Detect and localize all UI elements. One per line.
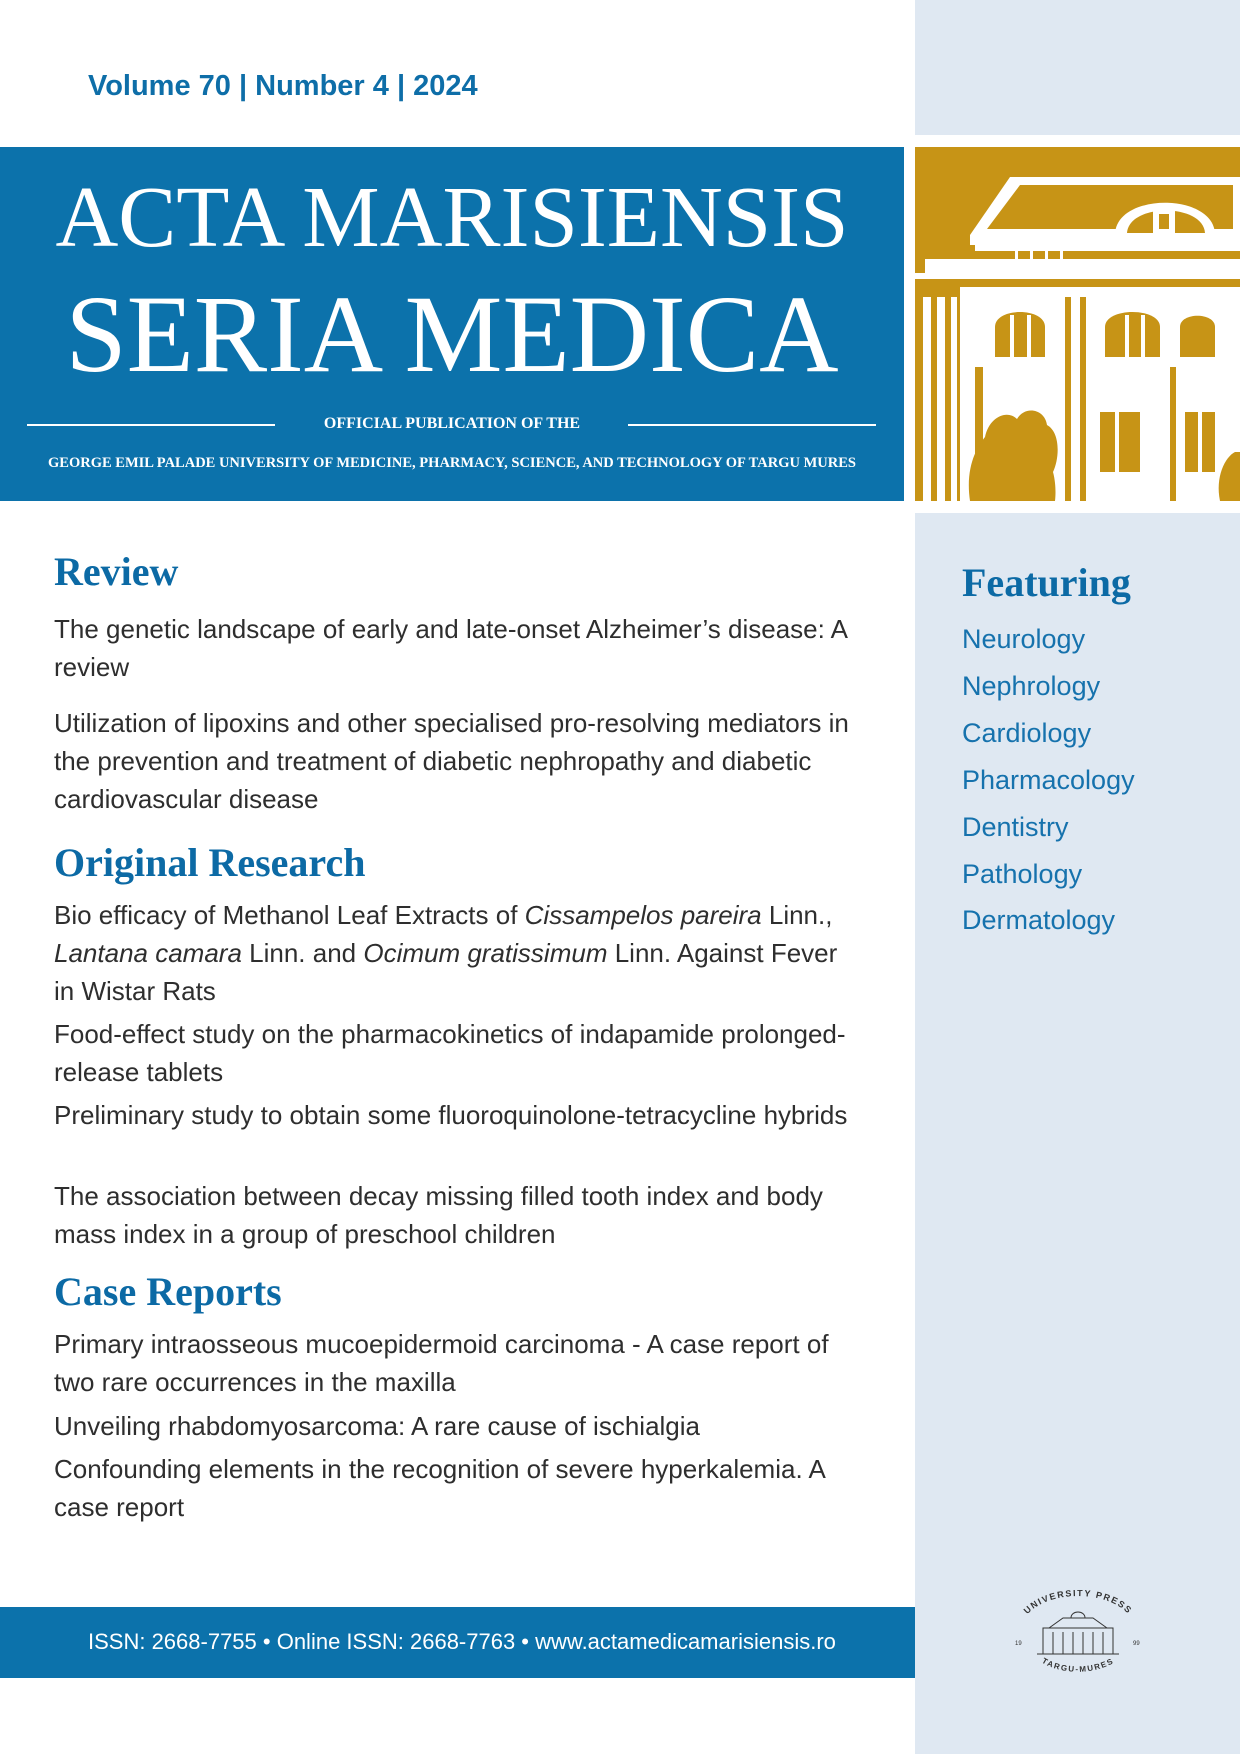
article-title: Food-effect study on the pharmacokinetics of indapamide prolonged-release tablets <box>54 1019 846 1087</box>
building-icon <box>915 147 1240 501</box>
journal-title-line1: ACTA MARISIENSIS <box>55 168 849 265</box>
article-title: Utilization of lipoxins and other specialised pro-resolving mediators in the prevention and treatment of diabetic nephropathy and diabetic cardiovascular disease <box>54 708 849 814</box>
university-name: GEORGE EMIL PALADE UNIVERSITY OF MEDICINE, PHARMACY, SCIENCE, AND TECHNOLOGY OF TARGU MURES <box>48 455 856 471</box>
featuring-item: Pathology <box>962 859 1083 889</box>
masthead <box>0 147 904 501</box>
featuring-item: Nephrology <box>962 671 1101 701</box>
title-text: Linn. and <box>241 938 364 968</box>
official-publication-label: OFFICIAL PUBLICATION OF THE <box>323 415 581 432</box>
building-illustration <box>915 147 1240 501</box>
press-logo-left-year: 19 <box>1015 1641 1022 1647</box>
svg-text:TARGU-MURES <box>1040 1656 1115 1674</box>
section-heading-review: Review <box>54 549 179 594</box>
species-name: Cissampelos pareira <box>524 900 762 930</box>
featuring-heading: Featuring <box>962 560 1131 605</box>
press-logo-building-icon <box>1037 1612 1119 1654</box>
article-title: Unveiling rhabdomyosarcoma: A rare cause of ischialgia <box>54 1411 701 1441</box>
featuring-item: Pharmacology <box>962 765 1135 795</box>
article-title: The genetic landscape of early and late-onset Alzheimer’s disease: A review <box>54 614 847 682</box>
species-name: Lantana camara <box>54 938 242 968</box>
footer-bar <box>0 1607 915 1678</box>
article-title: The association between decay missing filled tooth index and body mass index in a group of preschool children <box>54 1181 823 1249</box>
sidebar-top-panel <box>915 0 1240 135</box>
university-press-logo <box>1003 1590 1153 1680</box>
featuring-item: Cardiology <box>962 718 1092 748</box>
article-title <box>54 896 854 1010</box>
featuring-item: Dentistry <box>962 812 1069 842</box>
section-heading-case-reports: Case Reports <box>54 1269 282 1314</box>
article-title: Confounding elements in the recognition of severe hyperkalemia. A case report <box>54 1454 825 1522</box>
press-logo-right-year: 99 <box>1133 1641 1140 1647</box>
title-text: Linn., <box>761 900 833 930</box>
article-title: Preliminary study to obtain some fluoroquinolone-tetracycline hybrids <box>54 1100 848 1130</box>
press-logo-bottom-text: TARGU-MURES <box>1040 1656 1116 1674</box>
press-logo-top-text: UNIVERSITY PRESS <box>1021 1590 1135 1616</box>
journal-title-line2: SERIA MEDICA <box>65 273 839 395</box>
issn-and-website: ISSN: 2668-7755 • Online ISSN: 2668-7763 • www.actamedicamarisiensis.ro <box>88 1629 836 1654</box>
title-text: Bio efficacy of Methanol Leaf Extracts of <box>54 900 525 930</box>
title-text: Linn. Against Fever in Wistar Rats <box>54 938 838 1006</box>
species-name: Ocimum gratissimum <box>363 938 608 968</box>
section-heading-original-research: Original Research <box>54 840 366 885</box>
featuring-item: Neurology <box>962 624 1086 654</box>
article-title: Primary intraosseous mucoepidermoid carcinoma - A case report of two rare occurrences in the maxilla <box>54 1329 829 1397</box>
volume-issue-line: Volume 70 | Number 4 | 2024 <box>88 70 478 102</box>
featuring-item: Dermatology <box>962 905 1116 935</box>
